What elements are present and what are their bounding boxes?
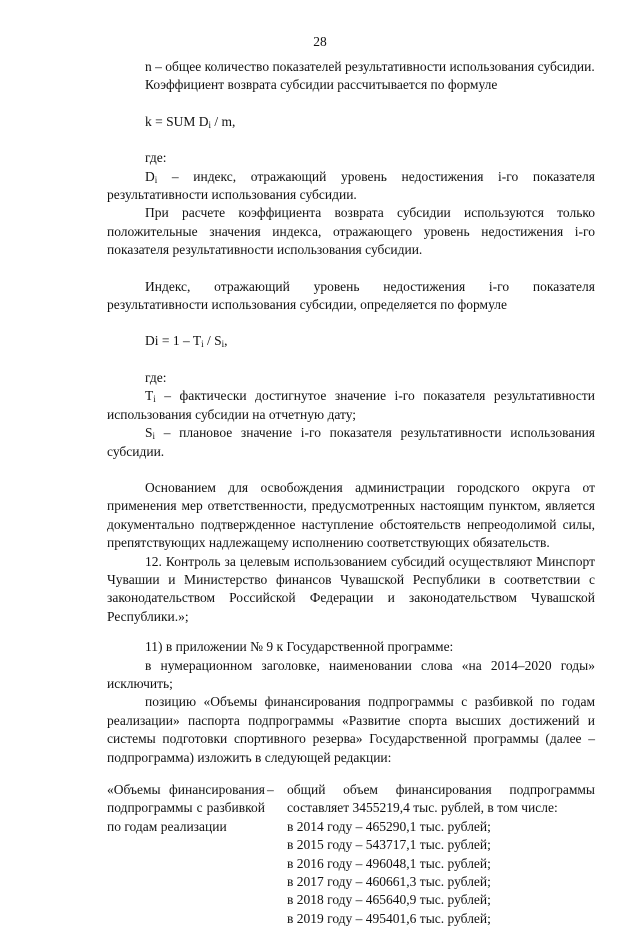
funding-total: общий объем финансирования подпрограммы составляет 3455219,4 тыс. рублей, в том числе: bbox=[287, 782, 595, 816]
paragraph-return-coefficient: Коэффициент возврата субсидии рассчитывается по формуле bbox=[145, 77, 498, 93]
definition-t: $T_i$ – фактически достигнутое значение i-го показателя результативности использования субсидии на отчетную дату; bbox=[107, 388, 595, 422]
paragraph-force-majeure: Основанием для освобождения администрации городского округа от применения мер ответственности, предусмотренных настоящим пунктом, является документально подтвержденное наступление обстоятельств непреодолимой силы, препятствующих надлежащему исполнению соответствующих обязательств. bbox=[107, 479, 595, 551]
where-label-2: где: bbox=[145, 369, 167, 385]
funding-table bbox=[107, 781, 595, 928]
funding-table-left: «Объемы финансирования подпрограммы с разбивкой по годам реализации bbox=[107, 782, 265, 834]
funding-table-dash: – bbox=[267, 782, 274, 797]
paragraph-n-definition: n – общее количество показателей результативности использования субсидии. bbox=[145, 59, 595, 74]
funding-year-2016: в 2016 году – 496048,1 тыс. рублей; bbox=[287, 855, 491, 871]
funding-year-2019: в 2019 году – 495401,6 тыс. рублей; bbox=[287, 910, 491, 926]
funding-table-right bbox=[287, 781, 595, 928]
definition-d: $D_i$ – индекс, отражающий уровень недостижения i-го показателя результативности использования субсидии. bbox=[107, 168, 595, 203]
paragraph-index-formula: Индекс, отражающий уровень недостижения i-го показателя результативности использования субсидии, определяется по формуле bbox=[107, 278, 595, 313]
funding-year-2015: в 2015 году – 543717,1 тыс. рублей; bbox=[287, 837, 491, 853]
definition-s: $S_i$ – плановое значение i-го показателя результативности использования субсидии. bbox=[107, 425, 595, 459]
formula-k: k = SUM $D_i$ / m, bbox=[145, 113, 236, 130]
paragraph-remove-years: в нумерационном заголовке, наименовании слова «на 2014–2020 годы» исключить; bbox=[107, 657, 595, 691]
funding-year-2017: в 2017 году – 460661,3 тыс. рублей; bbox=[287, 874, 491, 890]
formula-di: $Di = 1 - T_i / S_i$, bbox=[145, 333, 228, 350]
paragraph-appendix-9: 11) в приложении № 9 к Государственной программе: bbox=[145, 639, 454, 655]
page-number: 28 bbox=[313, 34, 327, 49]
funding-year-2014: в 2014 году – 465290,1 тыс. рублей; bbox=[287, 818, 491, 834]
paragraph-position: позицию «Объемы финансирования подпрограммы с разбивкой по годам реализации» паспорта подпрограммы «Развитие спорта высших достижений и системы подготовки спортивного резерва» Государственной программы (далее – подпрограмма) изложить в следующей редакции: bbox=[107, 694, 595, 765]
paragraph-positive-values: При расчете коэффициента возврата субсидии используются только положительные значения индекса, отражающего уровень недостижения i-го показателя результативности использования субсидии. bbox=[107, 205, 595, 258]
where-label-1: где: bbox=[145, 150, 167, 166]
paragraph-control: 12. Контроль за целевым использованием субсидий осуществляют Минспорт Чувашии и Министерство финансов Чувашской Республики в соответствии с законодательством Российской Федерации и законодательством Чувашской Республики.»; bbox=[107, 553, 595, 624]
funding-year-2018: в 2018 году – 465640,9 тыс. рублей; bbox=[287, 892, 491, 908]
document-body bbox=[107, 58, 595, 928]
